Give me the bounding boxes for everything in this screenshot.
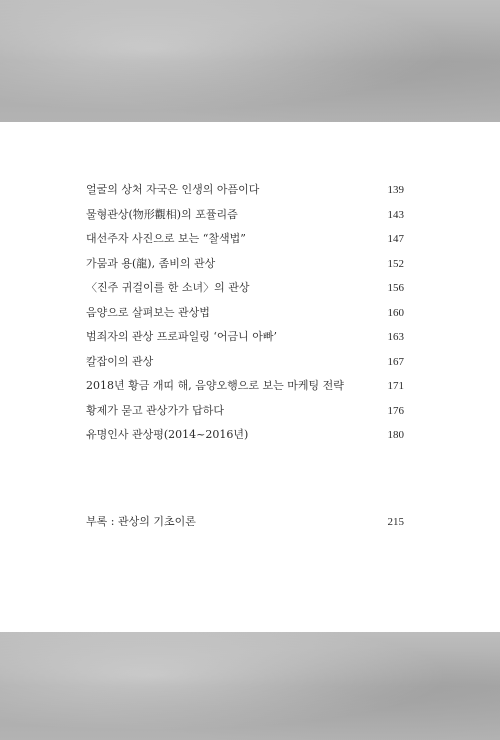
toc-entry-page: 171 [387,380,404,392]
toc-entry-title: 음양으로 살펴보는 관상법 [86,305,210,319]
toc-entry-title: 대선주자 사진으로 보는 “찰색법” [86,232,246,245]
toc-entry-page: 163 [387,331,404,343]
toc-entry[interactable] [86,252,404,277]
toc-entry[interactable] [86,423,404,448]
toc-entry-title: 얼굴의 상처 자국은 인생의 아픔이다 [86,183,260,196]
toc-entry-page: 160 [387,306,404,319]
toc-entry-page: 176 [387,404,404,417]
toc-entry-page: 180 [387,429,404,441]
toc-entry[interactable] [86,227,404,252]
toc-entry[interactable] [86,350,404,375]
toc-entry[interactable] [86,301,404,326]
toc-entry[interactable] [86,399,404,424]
toc-entry-title: 황제가 묻고 관상가가 답하다 [86,403,225,417]
toc-entry[interactable] [86,374,404,399]
toc-entry-page: 143 [387,208,404,221]
toc-entry-page: 152 [387,257,404,270]
toc-entry[interactable] [86,276,404,301]
toc-entry-page: 215 [387,516,404,528]
toc-entry-title: 물형관상(物形觀相)의 포퓰리즘 [86,207,238,221]
toc-entry-title: 유명인사 관상평(2014~2016년) [86,428,249,441]
table-of-contents [86,178,404,448]
toc-entry-title: 범죄자의 관상 프로파일링 ‘어금니 아빠’ [86,330,277,343]
toc-entry-page: 167 [387,355,404,368]
toc-entry[interactable] [86,325,404,350]
toc-entry-title: 칼잡이의 관상 [86,354,154,368]
bottom-texture-band [0,632,500,740]
toc-entry-appendix[interactable] [86,510,404,535]
toc-entry-title: 〈진주 귀걸이를 한 소녀〉의 관상 [86,281,250,294]
toc-entry-title: 가뭄과 용(龍), 좀비의 관상 [86,256,216,270]
top-texture-band [0,0,500,122]
toc-entry-title: 부록 : 관상의 기초이론 [86,515,196,528]
toc-entry-page: 156 [387,282,404,294]
toc-entry-page: 147 [387,233,404,245]
toc-entry[interactable] [86,178,404,203]
appendix-section [86,510,404,535]
toc-entry[interactable] [86,203,404,228]
toc-entry-title: 2018년 황금 개띠 해, 음양오행으로 보는 마케팅 전략 [86,379,344,392]
toc-entry-page: 139 [387,184,404,196]
